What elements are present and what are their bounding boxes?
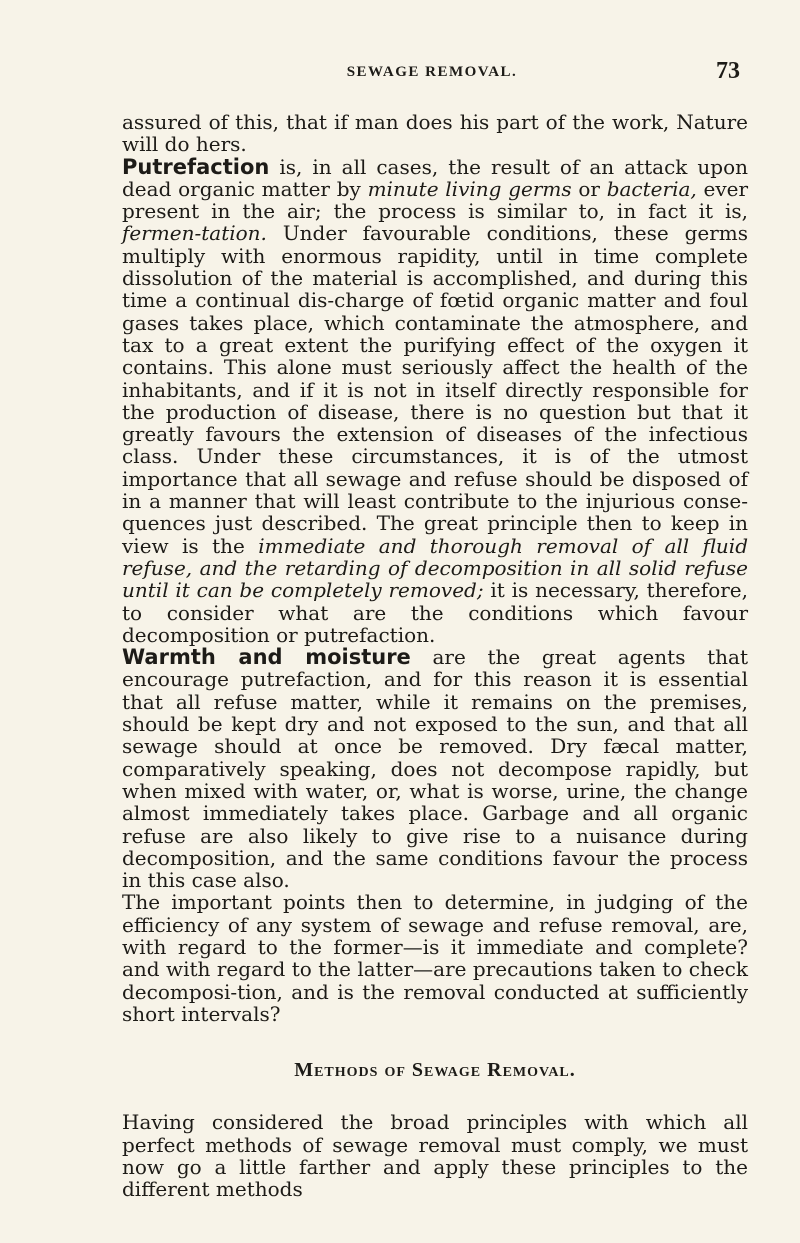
side-heading-putrefaction: Putrefaction	[122, 154, 270, 179]
section-heading: Methods of Sewage Removal.	[294, 1059, 576, 1082]
italic-run: immediate and thorough removal of all fluid refuse, and the retarding of decomposition in all solid refuse until it can be completely removed;	[122, 533, 749, 603]
text-run: it is necessary, therefore, to consider what are the conditions which favour decomposition or putrefaction.	[122, 578, 748, 647]
paragraph-text: Having considered the broad principles with which all perfect methods of sewage removal must comply, we must now go a little farther and apply these principles to the different methods	[122, 1110, 748, 1202]
text-run: is, in all cases, the result of an attack upon dead organic matter by	[122, 154, 748, 201]
text-run: ever present in the air; the process is similar to, in fact it is,	[122, 176, 749, 224]
side-heading-warmth: Warmth and moisture	[122, 645, 411, 670]
text-run: Under favourable conditions, these germs multiply with enormous rapidity, until in time complete dissolution of the material is accomplished, and during this time a continual dis-charge of fœtid organic matter and foul gases takes place, which contaminate the atmosphere, and tax to a great extent the purifying effect of the oxygen it contains. This alone must seriously affect the health of the inhabitants, and if it is not in itself directly responsible for the production of disease, there is no question but that it greatly favours the extension of diseases of the infectious class. Under these circumstances, it is of the utmost importance that all sewage and refuse should be disposed of in a manner that will least contribute to the injurious conse-quences just described. The great principle then to keep in view is the	[122, 221, 748, 558]
italic-run: minute living germs	[367, 176, 572, 201]
paragraph-text: The important points then to determine, in judging of the efficiency of any system of sewage and refuse removal, are, with regard to the former—is it immediate and complete? and with regard to the latter—are precautions taken to check decomposi-tion, and is the removal conducted at sufficiently short intervals?	[122, 890, 748, 1026]
text-run: are the great agents that encourage putrefaction, and for this reason it is essential that all refuse matter, while it remains on the premises, should be kept dry and not exposed to the sun, and that all sewage should at once be removed. Dry fæcal matter, comparatively speaking, does not decompose rapidly, but when mixed with water, or, what is worse, urine, the change almost immediately takes place. Garbage and all organic refuse are also likely to give rise to a nuisance during decomposition, and the same conditions favour the process in this case also.	[122, 645, 748, 893]
paragraph-continued	[122, 111, 748, 156]
paragraph-methods	[122, 1111, 748, 1200]
paragraph-warmth	[122, 646, 748, 891]
italic-run: fermen-tation.	[122, 221, 267, 246]
paragraph-text: assured of this, that if man does his part of the work, Nature will do hers.	[122, 110, 748, 157]
text-run: or	[571, 176, 607, 201]
page-number: 73	[716, 58, 740, 84]
running-head: SEWAGE REMOVAL.	[346, 64, 518, 80]
page-header	[124, 58, 740, 98]
paragraph-putrefaction	[122, 156, 748, 647]
italic-run: bacteria,	[606, 176, 697, 201]
paragraph-important-points	[122, 891, 748, 1025]
text-block	[122, 111, 748, 1201]
